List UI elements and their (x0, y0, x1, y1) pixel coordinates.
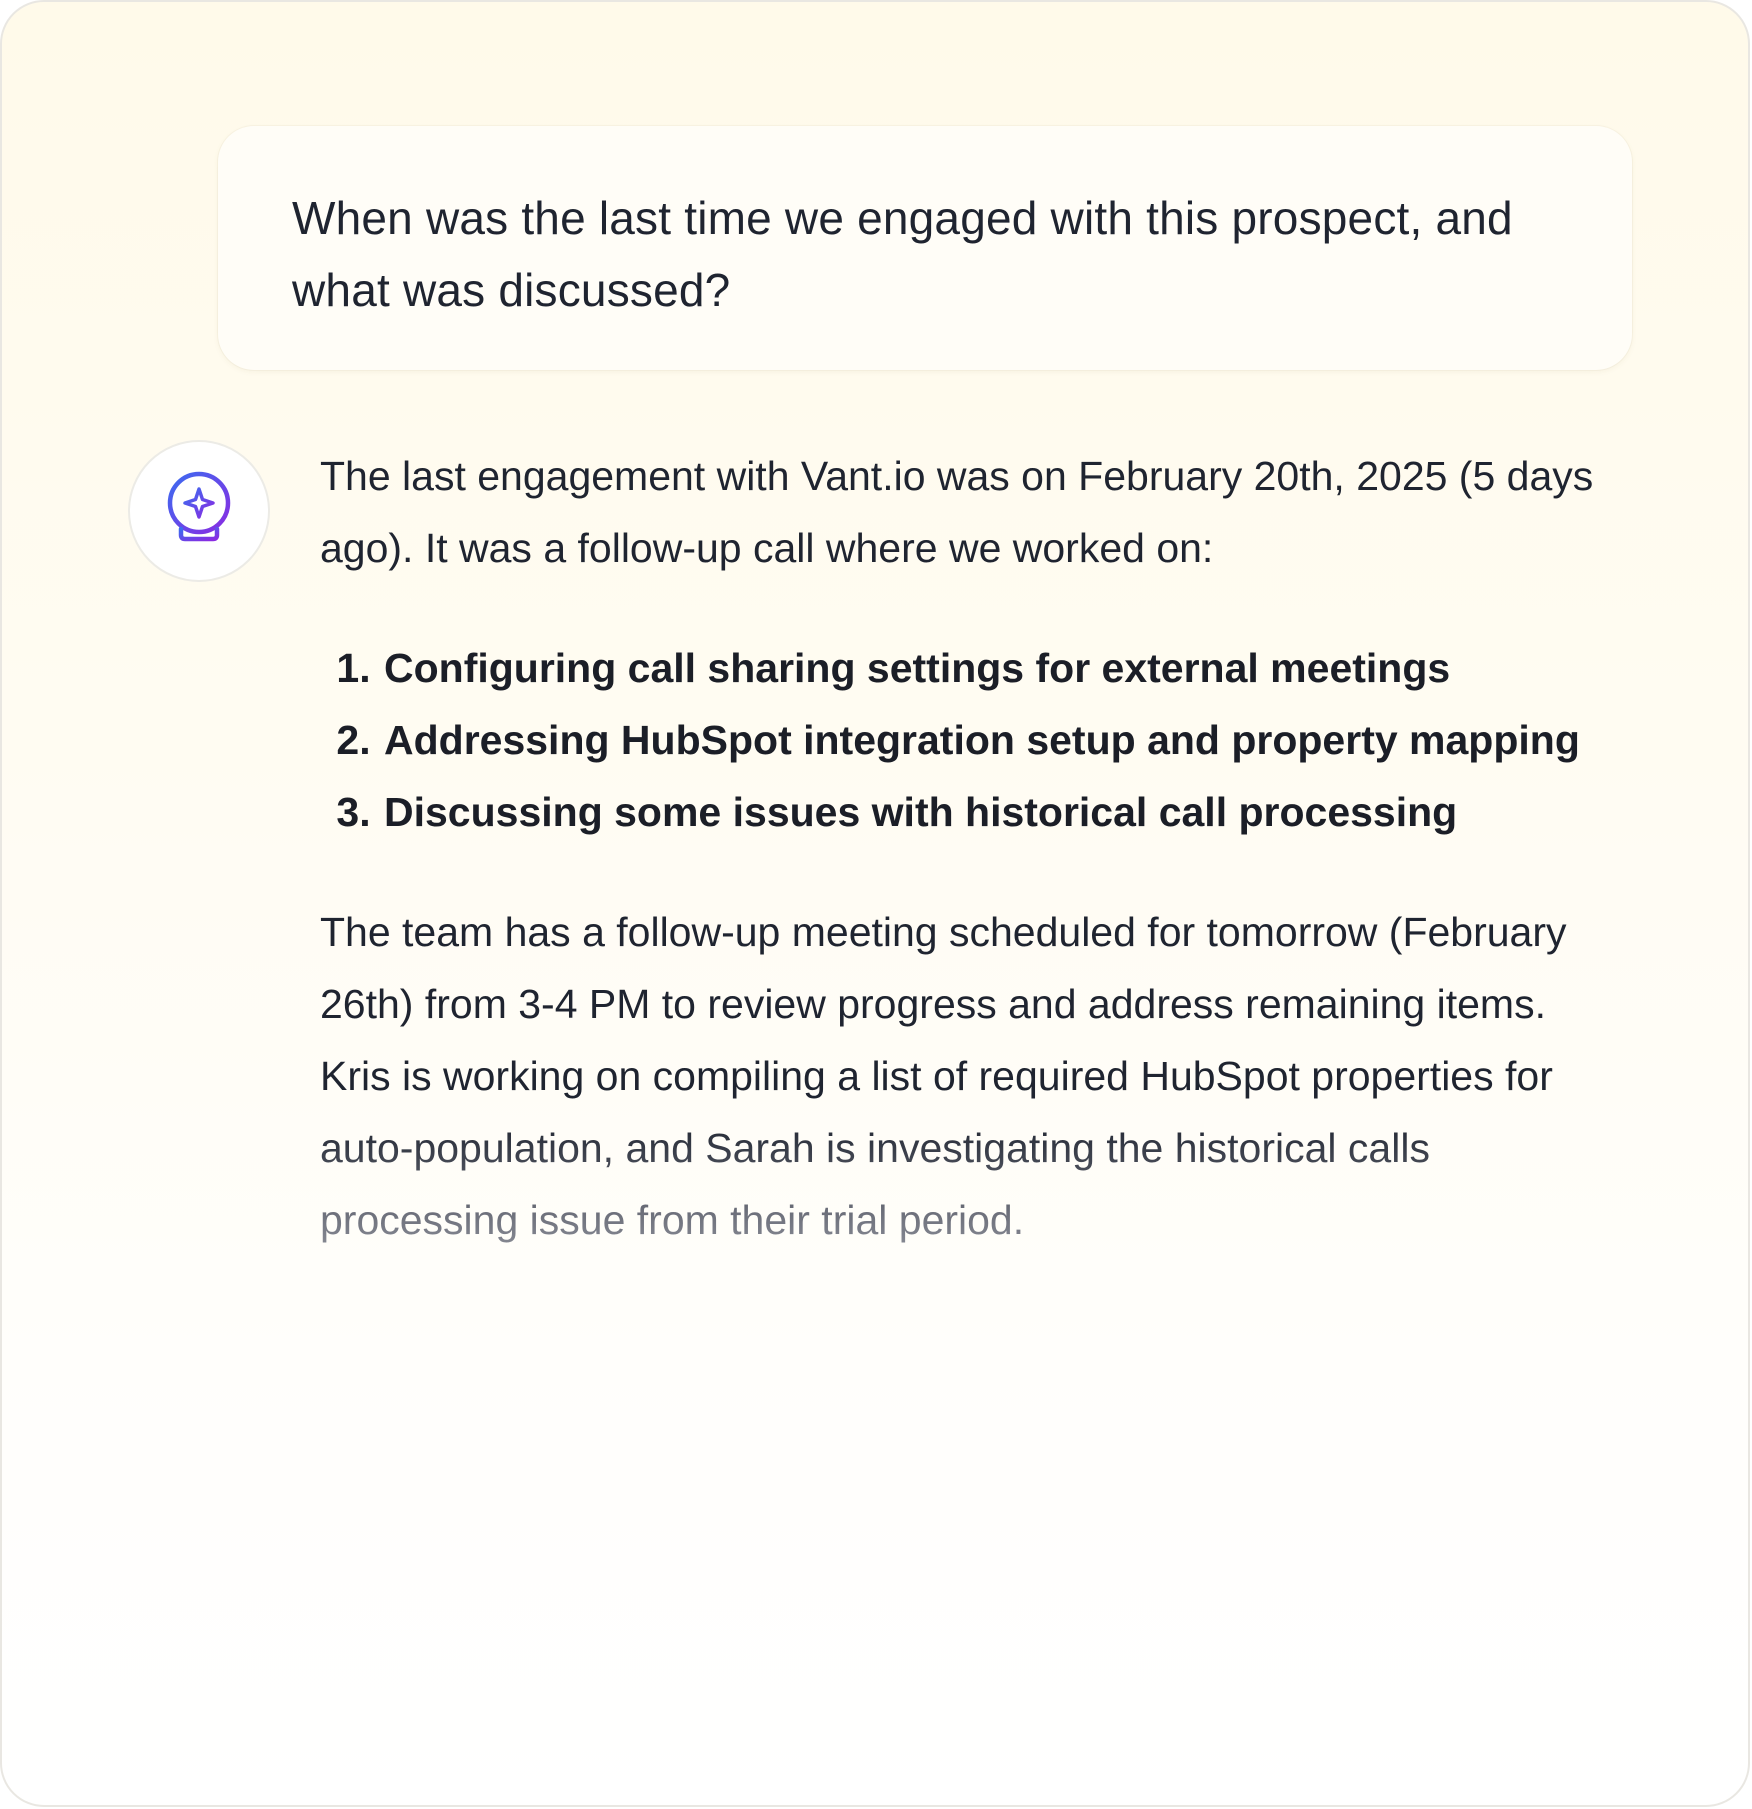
user-message-bubble (218, 126, 1632, 370)
list-item: 3. Discussing some issues with historical call processing (382, 776, 1620, 848)
response-summary: The team has a follow-up meeting scheduled for tomorrow (February 26th) from 3-4 PM to review progress and address remaining items. Kris is working on compiling a list of required HubSpot properties for auto-population, and Sarah is investigating the historical calls processing issue from their trial period. (320, 896, 1620, 1256)
response-intro: The last engagement with Vant.io was on February 20th, 2025 (5 days ago). It was a follow-up call where we worked on: (320, 453, 1594, 571)
assistant-response (320, 440, 1620, 1256)
assistant-avatar (128, 440, 270, 582)
crystal-ball-sparkle-icon (161, 469, 237, 553)
user-message-text: When was the last time we engaged with this prospect, and what was discussed? (292, 192, 1513, 316)
list-item: 2. Addressing HubSpot integration setup and property mapping (382, 704, 1620, 776)
list-item: 1. Configuring call sharing settings for external meetings (382, 632, 1620, 704)
discussion-topics-list (320, 632, 1620, 848)
